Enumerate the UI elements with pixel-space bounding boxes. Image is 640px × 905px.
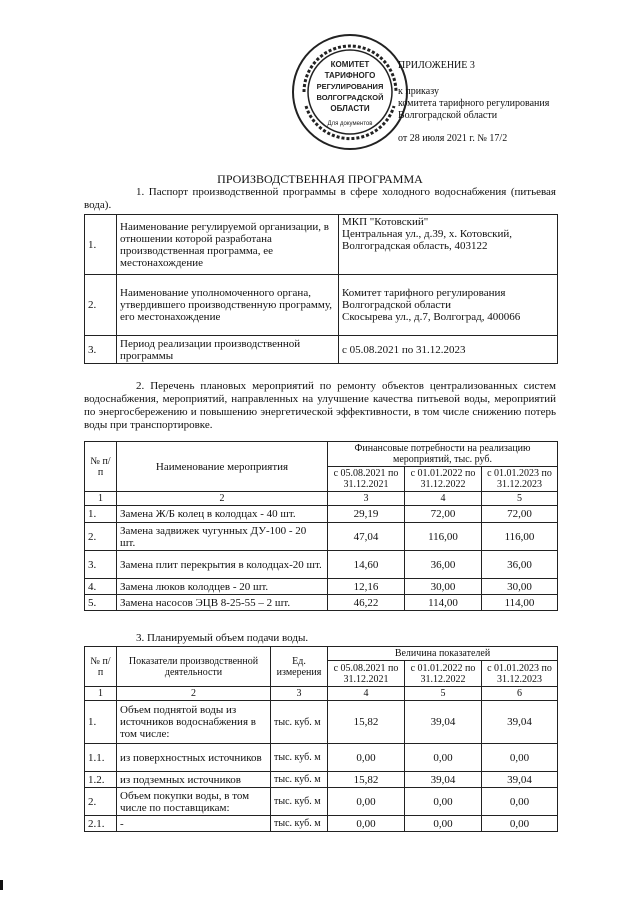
row-value: 0,00 [405,816,482,832]
index-cell: 2 [117,492,328,506]
col-num-header: № п/п [85,647,117,687]
period-3-header: с 01.01.2023 по 31.12.2023 [482,467,558,492]
table-row [85,523,558,551]
row-name: Замена Ж/Б колец в колодцах - 40 шт. [117,506,328,523]
index-cell: 3 [271,687,328,701]
row-value: 47,04 [328,523,405,551]
passport-value-1a: МКП "Котовский" [342,216,429,228]
row-num: 2.1. [85,816,117,832]
row-value: 12,16 [328,579,405,595]
passport-table [84,214,558,364]
row-unit: тыс. куб. м [271,744,328,772]
row-value: 72,00 [405,506,482,523]
header-line2: комитета тарифного регулирования [398,98,550,109]
row-value: 30,00 [405,579,482,595]
measures-table [84,441,558,611]
col-indicator-header: Показатели производственной деятельности [117,647,271,687]
row-value: 39,04 [405,772,482,788]
row-num: 4. [85,579,117,595]
col-unit-header: Ед. измерения [271,647,328,687]
passport-num-2: 2. [85,275,117,336]
table-row [85,701,558,744]
row-value: 72,00 [482,506,558,523]
row-value: 46,22 [328,595,405,611]
passport-value-2 [339,275,558,336]
row-name: Объем покупки воды, в том числе по поставщикам: [117,788,271,816]
row-value: 36,00 [482,551,558,579]
passport-value-3: с 05.08.2021 по 31.12.2023 [339,336,558,364]
passport-num-1: 1. [85,215,117,275]
passport-value-2b: Волгоградской области [342,299,451,311]
row-value: 116,00 [405,523,482,551]
seal-line4: ВОЛГОГРАДСКОЙ [316,93,384,102]
index-row [85,492,558,506]
seal-line5: ОБЛАСТИ [330,104,370,113]
table-row [85,595,558,611]
table-row [85,772,558,788]
section1-heading: 1. Паспорт производственной программы в сфере холодного водоснабжения (питьевая вода). [84,186,556,211]
table-row [85,551,558,579]
row-value: 0,00 [405,788,482,816]
row-name: Замена насосов ЭЦВ 8-25-55 – 2 шт. [117,595,328,611]
index-cell: 2 [117,687,271,701]
table-row [85,579,558,595]
period-2-header: с 01.01.2022 по 31.12.2022 [405,467,482,492]
index-cell: 4 [405,492,482,506]
water-volume-table [84,646,558,832]
row-num: 1.2. [85,772,117,788]
row-name: Объем поднятой воды из источников водоснабжения в том числе: [117,701,271,744]
period-2-header: с 01.01.2022 по 31.12.2022 [405,661,482,687]
header-line4: от 28 июля 2021 г. № 17/2 [398,133,508,144]
row-value: 0,00 [328,788,405,816]
official-seal [290,32,410,152]
index-cell: 5 [482,492,558,506]
period-3-header: с 01.01.2023 по 31.12.2023 [482,661,558,687]
row-num: 1. [85,506,117,523]
col-num-header: № п/п [85,442,117,492]
row-unit: тыс. куб. м [271,788,328,816]
index-row [85,687,558,701]
header-line1: к приказу [398,86,439,97]
section3-heading: 3. Планируемый объем подачи воды. [136,632,309,644]
row-num: 1. [85,701,117,744]
passport-num-3: 3. [85,336,117,364]
row-name: - [117,816,271,832]
row-value: 0,00 [482,816,558,832]
page-title: ПРОИЗВОДСТВЕННАЯ ПРОГРАММА [217,172,423,186]
index-cell: 1 [85,492,117,506]
col-name-header: Наименование мероприятия [117,442,328,492]
row-value: 0,00 [482,788,558,816]
row-value: 0,00 [405,744,482,772]
passport-value-2a: Комитет тарифного регулирования [342,287,506,299]
table-row [85,336,558,364]
header-line3: Волгоградской области [398,110,498,121]
row-value: 39,04 [482,772,558,788]
row-num: 2. [85,523,117,551]
row-value: 39,04 [482,701,558,744]
row-value: 15,82 [328,772,405,788]
seal-line6: Для документов [327,121,373,127]
row-value: 15,82 [328,701,405,744]
index-cell: 4 [328,687,405,701]
row-num: 5. [85,595,117,611]
table-row [85,275,558,336]
passport-label-2: Наименование уполномоченного органа, утвердившего производственную программу, его местонахождение [117,275,339,336]
col-finance-header: Финансовые потребности на реализацию мероприятий, тыс. руб. [328,442,558,467]
row-num: 2. [85,788,117,816]
col-value-header: Величина показателей [328,647,558,661]
seal-line2: ТАРИФНОГО [324,71,376,80]
table-row [85,788,558,816]
passport-label-1: Наименование регулируемой организации, в отношении которой разработана производственная программа, ее местонахождение [117,215,339,275]
table-row [85,744,558,772]
passport-value-1 [339,215,558,275]
row-value: 0,00 [328,744,405,772]
appendix-label: ПРИЛОЖЕНИЕ 3 [398,60,475,71]
row-value: 114,00 [405,595,482,611]
row-name: Замена плит перекрытия в колодцах-20 шт. [117,551,328,579]
row-value: 30,00 [482,579,558,595]
row-value: 39,04 [405,701,482,744]
table-row [85,215,558,275]
seal-line3: РЕГУЛИРОВАНИЯ [316,82,384,91]
row-name: Замена люков колодцев - 20 шт. [117,579,328,595]
row-value: 0,00 [482,744,558,772]
period-1-header: с 05.08.2021 по 31.12.2021 [328,467,405,492]
row-value: 0,00 [328,816,405,832]
row-value: 29,19 [328,506,405,523]
period-1-header: с 05.08.2021 по 31.12.2021 [328,661,405,687]
section2-heading: 2. Перечень плановых мероприятий по ремонту объектов централизованных систем водоснабжения, мероприятий, направленных на улучшение качества питьевой воды, мероприятий по энергосбережению и повышению энергетической эффективности, в том числе снижению потерь воды при транспортировке. [84,380,556,431]
row-value: 36,00 [405,551,482,579]
row-name: из подземных источников [117,772,271,788]
index-cell: 3 [328,492,405,506]
index-cell: 1 [85,687,117,701]
row-value: 116,00 [482,523,558,551]
index-cell: 6 [482,687,558,701]
passport-value-1c: Волгоградская область, 403122 [342,240,488,252]
index-cell: 5 [405,687,482,701]
row-value: 14,60 [328,551,405,579]
table-row [85,506,558,523]
row-name: Замена задвижек чугунных ДУ-100 - 20 шт. [117,523,328,551]
passport-label-3: Период реализации производственной программы [117,336,339,364]
scan-mark [0,880,3,890]
table-row [85,816,558,832]
row-unit: тыс. куб. м [271,701,328,744]
passport-value-1b: Центральная ул., д.39, х. Котовский, [342,228,513,240]
row-unit: тыс. куб. м [271,816,328,832]
row-num: 3. [85,551,117,579]
row-unit: тыс. куб. м [271,772,328,788]
row-num: 1.1. [85,744,117,772]
seal-line1: КОМИТЕТ [330,60,370,69]
passport-value-2c: Скосырева ул., д.7, Волгоград, 400066 [342,311,521,323]
row-value: 114,00 [482,595,558,611]
seal-icon [290,32,410,152]
row-name: из поверхностных источников [117,744,271,772]
